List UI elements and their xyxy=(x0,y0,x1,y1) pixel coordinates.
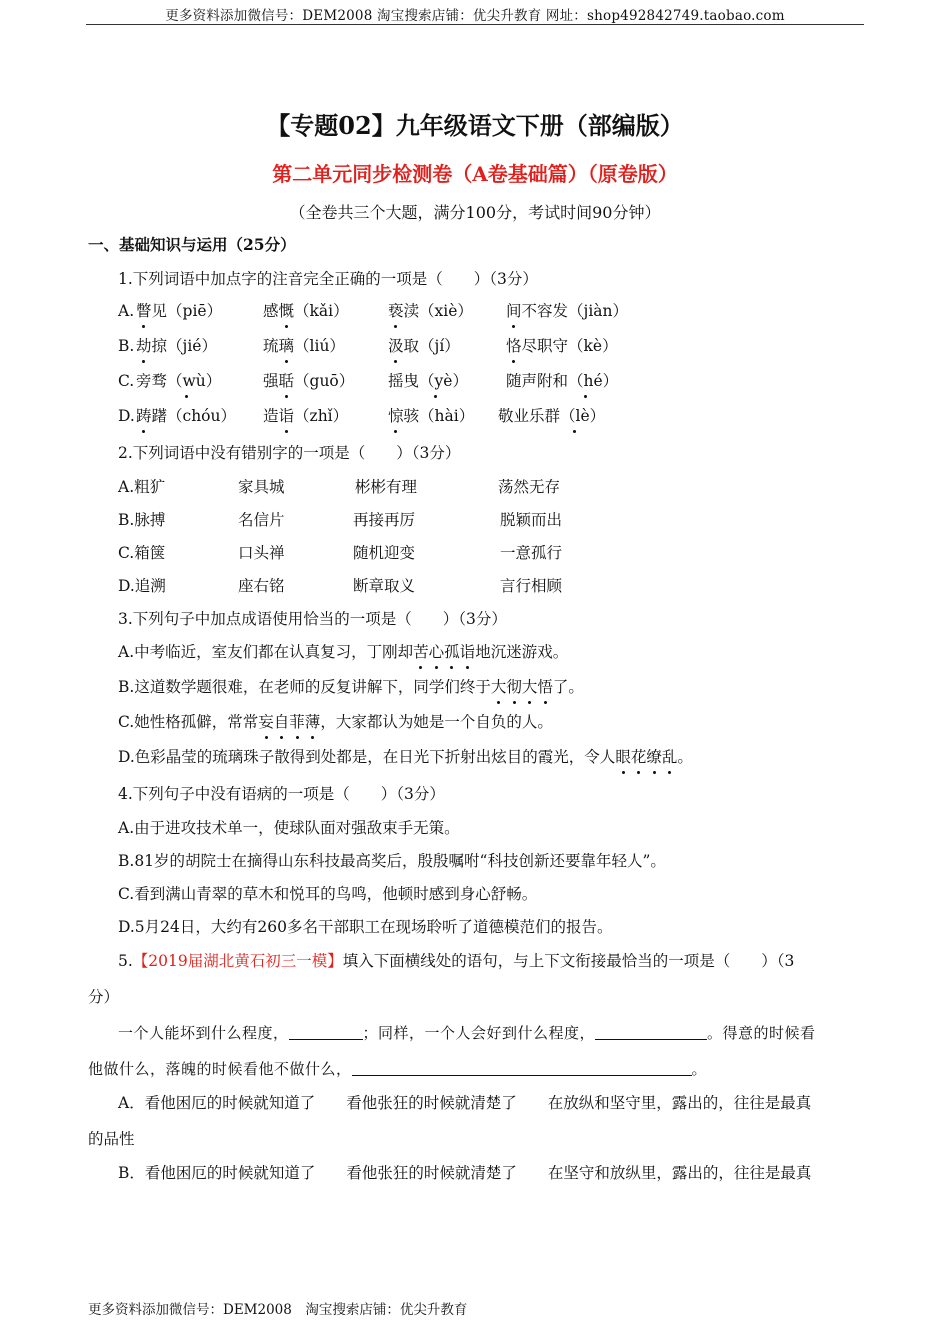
passage-text: 一个人能坏到什么程度， xyxy=(118,1024,289,1042)
dotted-char: 大 xyxy=(490,678,507,696)
dotted-char: 薄 xyxy=(304,713,321,731)
q2-cell: 名信片 xyxy=(238,511,285,529)
question-2-stem: 2.下列词语中没有错别字的一项是（ ）（3分） xyxy=(118,444,461,462)
q2-cell: 脱颖而出 xyxy=(500,511,563,529)
idiom-text xyxy=(491,678,553,696)
q1-option-a xyxy=(118,300,878,322)
dotted-char: 间 xyxy=(506,302,522,320)
q3-option-a xyxy=(118,641,568,663)
dotted-char: 诣 xyxy=(278,407,295,425)
q4-option-b: B.81岁的胡院士在摘得山东科技最高奖后，殷殷嘱咐“科技创新还要靠年轻人”。 xyxy=(118,852,666,870)
word-rest: （guō） xyxy=(294,372,355,390)
q2-option-c xyxy=(118,542,878,564)
q2-cell: 再接再厉 xyxy=(353,511,416,529)
q3-option-b xyxy=(118,676,584,698)
q4-option-c: C.看到满山青翠的草木和悦耳的鸟鸣，他顿时感到身心舒畅。 xyxy=(118,885,538,903)
answer-blank-2[interactable] xyxy=(595,1023,707,1040)
question-number: 5. xyxy=(118,952,133,970)
q2-cell: 座右铭 xyxy=(238,577,285,595)
opt-letter: A. xyxy=(118,302,135,320)
dotted-char: 大 xyxy=(521,678,538,696)
q5-option-b: B．看他困厄的时候就知道了 看他张狂的时候就清楚了 在坚守和放纵里，露出的，往往是最真 xyxy=(118,1164,812,1182)
sentence-part: 。 xyxy=(677,748,693,766)
q1-option-c xyxy=(118,370,878,392)
q2-cell: 彬彬有理 xyxy=(355,478,418,496)
passage-text: ；同样，一个人会好到什么程度， xyxy=(362,1024,596,1042)
dotted-char: 惊 xyxy=(388,407,404,425)
question-5-stem-wrap: 分） xyxy=(88,988,120,1006)
q2-cell: 荡然无存 xyxy=(498,478,561,496)
q5-option-a-wrap: 的品性 xyxy=(88,1130,135,1148)
dotted-char: 踌 xyxy=(136,407,152,425)
dotted-char: 诣 xyxy=(459,643,476,661)
word-rest: 渎（xiè） xyxy=(403,302,473,320)
word-head: 造 xyxy=(263,407,279,425)
document-title: 【专题02】九年级语文下册（部编版） xyxy=(266,111,684,140)
dotted-char: 悟 xyxy=(537,678,553,696)
q4-option-d: D.5月24日，大约有260多名干部职工在现场聆听了道德模范们的报告。 xyxy=(118,918,613,936)
q2-option-b xyxy=(118,509,878,531)
document-subtitle: 第二单元同步检测卷（A卷基础篇）（原卷版） xyxy=(272,162,678,186)
q1-option-b xyxy=(118,335,878,357)
idiom-text xyxy=(258,713,320,731)
question-1-stem: 1.下列词语中加点字的注音完全正确的一项是（ ）（3分） xyxy=(118,270,538,288)
dotted-char: 恪 xyxy=(506,337,522,355)
dotted-char: 劫 xyxy=(136,337,152,355)
q2-cell: 断章取义 xyxy=(353,577,416,595)
dotted-idiom xyxy=(413,643,475,661)
word-rest: （kǎi） xyxy=(294,302,349,320)
q2-cell: D.追溯 xyxy=(118,577,166,595)
dotted-char: 眼 xyxy=(615,748,631,766)
question-4-stem: 4.下列句子中没有语病的一项是（ ）（3分） xyxy=(118,785,445,803)
q2-cell: 家具城 xyxy=(238,478,285,496)
passage-text: 他做什么，落魄的时候看他不做什么， xyxy=(88,1060,352,1078)
idiom-text xyxy=(413,643,475,661)
q2-cell: 言行相顾 xyxy=(500,577,563,595)
q2-option-a xyxy=(118,476,878,498)
section-heading: 一、基础知识与运用（25分） xyxy=(88,235,296,254)
dotted-idiom xyxy=(615,748,677,766)
sentence-part: ，大家都认为她是一个自负的人。 xyxy=(320,713,553,731)
word-head: 随声附 xyxy=(506,372,553,390)
answer-blank-1[interactable] xyxy=(289,1023,363,1040)
word-rest: 骇（hài） xyxy=(403,407,475,425)
dotted-char: 亵 xyxy=(388,302,404,320)
q2-cell: 随机迎变 xyxy=(353,544,416,562)
sentence-part: C.她性格孤僻，常常 xyxy=(118,713,259,731)
passage-line-1 xyxy=(118,1022,816,1044)
dotted-char: 和（hé） xyxy=(552,372,619,390)
dotted-char: 心 xyxy=(428,643,445,661)
dotted-idiom xyxy=(258,713,320,731)
question-5-stem xyxy=(118,950,794,972)
word-rest: （liú） xyxy=(294,337,345,355)
sentence-part: 地沉迷游戏。 xyxy=(475,643,569,661)
word-rest: 尽职守（kè） xyxy=(521,337,618,355)
word-rest: 不容发（jiàn） xyxy=(521,302,629,320)
header-divider xyxy=(86,24,864,25)
word-rest: 见（piē） xyxy=(151,302,223,320)
word-rest: （zhǐ） xyxy=(294,407,349,425)
word-head: 琉 xyxy=(263,337,279,355)
word-rest: 掠（jié） xyxy=(151,337,217,355)
q2-cell: B.脉搏 xyxy=(118,511,166,529)
passage-line-2 xyxy=(88,1058,707,1080)
question-3-stem: 3.下列句子中加点成语使用恰当的一项是（ ）（3分） xyxy=(118,610,507,628)
sentence-part: B.这道数学题很难，在老师的反复讲解下，同学们终于 xyxy=(118,678,491,696)
word-head: 敬业乐 xyxy=(498,407,545,425)
opt-letter: C. xyxy=(118,372,135,390)
exam-note: （全卷共三个大题，满分100分，考试时间90分钟） xyxy=(289,203,661,222)
dotted-char: 菲 xyxy=(289,713,305,731)
dotted-char: 骛（wù） xyxy=(151,372,222,390)
word-head: 感 xyxy=(263,302,279,320)
dotted-char: 缭 xyxy=(646,748,662,766)
question-source: 【2019届湖北黄石初三一模】 xyxy=(132,952,343,970)
opt-letter: B. xyxy=(118,337,135,355)
word-rest: 取（jí） xyxy=(403,337,460,355)
dotted-char: 聒 xyxy=(278,372,295,390)
q3-option-c xyxy=(118,711,553,733)
dotted-char: 瞥 xyxy=(136,302,152,320)
passage-text: 。 xyxy=(691,1060,708,1078)
word-head: 旁 xyxy=(136,372,152,390)
dotted-char: 妄 xyxy=(258,713,274,731)
passage-text: 。得意的时候看 xyxy=(707,1024,816,1042)
dotted-char: 乱 xyxy=(661,748,678,766)
q2-cell: 一意孤行 xyxy=(500,544,563,562)
q4-option-a: A.由于进攻技术单一，使球队面对强敌束手无策。 xyxy=(118,819,460,837)
answer-blank-3[interactable] xyxy=(352,1059,692,1076)
stem-text: 填入下面横线处的语句，与上下文衔接最恰当的一项是（ ）（3 xyxy=(342,952,795,970)
dotted-char: 汲 xyxy=(388,337,404,355)
idiom-text xyxy=(615,748,677,766)
sentence-part: A.中考临近，室友们都在认真复习，丁刚却 xyxy=(118,643,414,661)
q1-option-d xyxy=(118,405,878,427)
word-head: 强 xyxy=(263,372,279,390)
opt-letter: D. xyxy=(118,407,135,425)
dotted-char: 花 xyxy=(630,748,647,766)
word-head: 摇 xyxy=(388,372,404,390)
dotted-char: 苦 xyxy=(413,643,429,661)
q2-option-d xyxy=(118,575,878,597)
q5-option-a: A．看他困厄的时候就知道了 看他张狂的时候就清楚了 在放纵和坚守里，露出的，往往是最真 xyxy=(118,1094,812,1112)
dotted-char: 彻 xyxy=(506,678,522,696)
dotted-char: 孤 xyxy=(444,643,460,661)
sentence-part: 了。 xyxy=(552,678,584,696)
word-rest: 躇（chóu） xyxy=(151,407,236,425)
dotted-char: 自 xyxy=(273,713,290,731)
dotted-char: 曳（yè） xyxy=(403,372,468,390)
dotted-char: 慨 xyxy=(278,302,295,320)
q2-cell: A.粗犷 xyxy=(118,478,166,496)
q2-cell: C.箱箧 xyxy=(118,544,166,562)
q2-cell: 口头禅 xyxy=(238,544,285,562)
sentence-part: D.色彩晶莹的琉璃珠子散得到处都是，在日光下折射出炫目的霞光，令人 xyxy=(118,748,616,766)
q3-option-d xyxy=(118,746,693,768)
dotted-char: 群（lè） xyxy=(544,407,606,425)
dotted-idiom xyxy=(491,678,553,696)
dotted-char: 璃 xyxy=(278,337,295,355)
page-footer: 更多资料添加微信号：DEM2008 淘宝搜索店铺：优尖升教育 xyxy=(88,1302,468,1318)
page-header: 更多资料添加微信号：DEM2008 淘宝搜索店铺：优尖升教育 网址：shop492842749.taobao.com xyxy=(165,8,785,24)
